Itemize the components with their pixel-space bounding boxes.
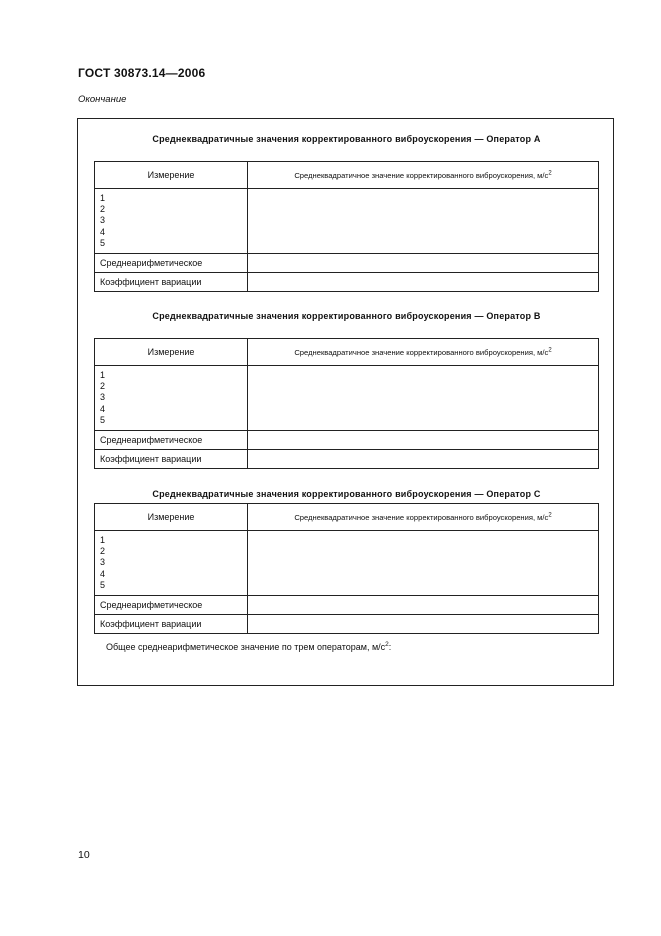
measurement-number: 4 [100, 568, 106, 579]
cv-value-cell[interactable] [248, 273, 599, 292]
measurement-number: 2 [100, 546, 106, 557]
operator-c-table [94, 503, 599, 634]
measurement-column-header: Измерение [95, 504, 248, 531]
document-code: ГОСТ 30873.14—2006 [78, 66, 206, 80]
measurement-number: 1 [100, 534, 106, 545]
measurement-number: 3 [100, 215, 106, 226]
measurement-numbers [95, 366, 248, 431]
operator-a-title: Среднеквадратичные значения корректированного виброускорения — Оператор A [152, 134, 541, 144]
rms-values-cell[interactable] [248, 531, 599, 596]
measurement-number: 2 [100, 381, 106, 392]
measurement-number: 1 [100, 192, 106, 203]
continuation-label: Окончание [78, 94, 127, 105]
measurement-number: 4 [100, 403, 106, 414]
measurement-number: 2 [100, 204, 106, 215]
operator-c-title: Среднеквадратичные значения корректированного виброускорения — Оператор C [152, 489, 541, 499]
mean-value-cell[interactable] [248, 254, 599, 273]
mean-row-label: Среднеарифметическое [95, 596, 248, 615]
overall-mean-line: Общее среднеарифметическое значение по трем операторам, $м/с^2$: [106, 641, 392, 652]
measurement-numbers [95, 531, 248, 596]
measurement-column-header: Измерение [95, 162, 248, 189]
rms-column-header: Среднеквадратичное значение корректированного виброускорения, $м/с^2$ [248, 504, 599, 531]
measurement-number: 5 [100, 414, 106, 425]
rms-values-cell[interactable] [248, 366, 599, 431]
operator-a-table [94, 161, 599, 292]
measurement-number: 3 [100, 392, 106, 403]
measurement-number: 1 [100, 369, 106, 380]
cv-row-label: Коэффициент вариации [95, 273, 248, 292]
cv-row-label: Коэффициент вариации [95, 615, 248, 634]
mean-row-label: Среднеарифметическое [95, 431, 248, 450]
measurement-number: 5 [100, 579, 106, 590]
mean-value-cell[interactable] [248, 431, 599, 450]
rms-values-cell[interactable] [248, 189, 599, 254]
mean-row-label: Среднеарифметическое [95, 254, 248, 273]
cv-row-label: Коэффициент вариации [95, 450, 248, 469]
rms-column-header: Среднеквадратичное значение корректированного виброускорения, $м/с^2$ [248, 162, 599, 189]
cv-value-cell[interactable] [248, 450, 599, 469]
operator-b-table [94, 338, 599, 469]
mean-value-cell[interactable] [248, 596, 599, 615]
measurement-number: 4 [100, 226, 106, 237]
operator-b-title: Среднеквадратичные значения корректированного виброускорения — Оператор B [152, 311, 541, 321]
measurement-numbers [95, 189, 248, 254]
page-number: 10 [78, 849, 90, 861]
measurement-number: 5 [100, 237, 106, 248]
measurement-number: 3 [100, 557, 106, 568]
cv-value-cell[interactable] [248, 615, 599, 634]
rms-column-header: Среднеквадратичное значение корректированного виброускорения, $м/с^2$ [248, 339, 599, 366]
measurement-column-header: Измерение [95, 339, 248, 366]
